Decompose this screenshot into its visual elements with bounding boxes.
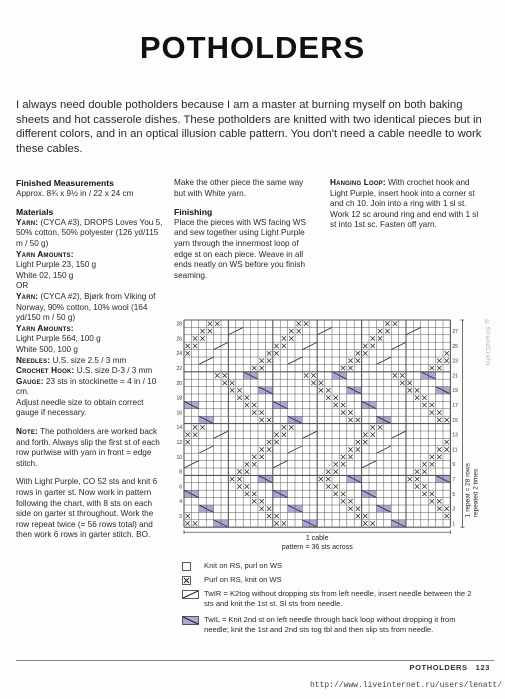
chart-row-label-left: 22	[176, 365, 182, 372]
chart-row-label-right: 9	[452, 462, 456, 469]
yarn1	[16, 218, 166, 250]
running-footer	[330, 663, 490, 672]
knit-symbol-icon	[182, 562, 191, 571]
yarn1-label: Yarn:	[16, 217, 39, 227]
needles-text: U.S. size 2.5 / 3 mm	[52, 355, 127, 365]
needles	[16, 356, 166, 367]
chart-row-label-right: 1	[452, 521, 456, 528]
yarn2-label: Yarn:	[16, 291, 39, 301]
chart-row-label-left: 14	[176, 425, 182, 432]
materials-heading: Materials	[16, 207, 54, 218]
chart-row-label-left: 10	[176, 454, 182, 461]
hook-label: Crochet Hook:	[16, 366, 75, 376]
chart-row-label-right: 15	[452, 417, 458, 424]
pattern-width-label: pattern = 36 sts across	[281, 544, 353, 552]
repeat-rows-label: 1 repeat = 28 rows	[464, 463, 472, 518]
watermark-url: http://www.liveinternet.ru/users/lenatt/	[309, 681, 502, 690]
chart-row-label-right: 7	[452, 476, 456, 483]
chart-row-label-left: 28	[176, 321, 182, 328]
chart-row-label-right: 25	[452, 343, 458, 350]
yarn2	[16, 292, 166, 324]
chart-row-label-left: 18	[176, 395, 182, 402]
needles-label: Needles:	[16, 355, 51, 365]
cable-chart	[172, 316, 482, 566]
chart-row-label-right: 17	[452, 402, 458, 409]
note-text: The potholders are worked back and forth. Always slip the first st of each row purlwise with yarn in front = edge stitch.	[16, 427, 160, 468]
hanging-label: Hanging Loop:	[330, 178, 386, 187]
finishing-text: Place the pieces with WS facing WS and sew together using Light Purple yarn through the innermost loop of edge st on each piece. Weave in all ends neatly on WS before you finish seaming.	[174, 217, 306, 280]
gauge-text: 23 sts in stockinette = 4 in / 10 cm.	[16, 376, 157, 397]
middle-column	[174, 178, 306, 281]
finished-value: Approx. 8¾ x 9½ in / 22 x 24 cm	[16, 188, 134, 198]
chart-row-label-left: 2	[179, 513, 182, 520]
hanging-text: With crochet hook and Light Purple, insert hook into a corner st and ch 10. Join into a ring with 1 sl st. Work 12 sc around ring and end with 1 sl st into 1st sc. Fasten off yarn.	[330, 178, 479, 230]
amounts1-a: Light Purple 23, 150 g	[16, 260, 97, 270]
amounts2-label: Yarn Amounts:	[16, 323, 74, 333]
chart-row-label-right: 23	[452, 358, 458, 365]
legend-purl-text: Purl on RS, knit on WS	[204, 575, 282, 584]
intro-paragraph: I always need double potholders because I am a master at burning myself on both baking sheets and hot casserole dishes. These potholders are knitted with two identical pieces but in different colors, and in an optical illusion cable pattern. You don't need a cable needle to work these cables.	[16, 99, 482, 155]
chart-row-label-right: 21	[452, 373, 458, 380]
cable-label: 1 cable	[305, 535, 329, 543]
legend-twil-text: TwIL = Knit 2nd st on left needle through back loop without dropping it from needle; knit the 1st and 2nd sts tog tbl and then slip sts from needle.	[204, 615, 456, 634]
chart-row-label-right: 19	[452, 388, 458, 395]
twil-symbol-icon	[182, 616, 199, 625]
amounts1-label: Yarn Amounts:	[16, 249, 74, 259]
chart-row-label-left: 16	[176, 410, 182, 417]
amounts2-b: White 500, 100 g	[16, 344, 78, 354]
yarn1-text: (CYCA #3), DROPS Loves You 5, 50% cotton, 50% polyester (126 yd/115 m / 50 g)	[16, 217, 163, 248]
instructions-text: With Light Purple, CO 52 sts and knit 6 rows in garter st. Now work in pattern following the chart, with 8 sts on each side on garter st throughout. Work the row repeat twice (= 56 rows total) and then work 6 rows in garter stitch. BO.	[16, 477, 158, 540]
chart-row-label-left: 24	[176, 351, 182, 358]
yarn2-text: (CYCA #2), Bjørk from Viking of Norway, 90% cotton, 10% wool (164 yd/150 m / 50 g)	[16, 291, 156, 323]
chart-row-label-left: 4	[179, 499, 182, 506]
hook	[16, 366, 166, 377]
finished-heading: Finished Measurements	[16, 178, 114, 188]
chart-row-label-right: 11	[452, 447, 458, 454]
chart-row-label-left: 20	[176, 380, 182, 387]
chart-row-label-right: 5	[452, 491, 456, 498]
chart-row-label-left: 8	[179, 469, 182, 476]
page-number: 123	[475, 663, 490, 672]
gauge	[16, 377, 166, 398]
chart-row-label-left: 6	[179, 484, 182, 491]
legend-twir-text: TwIR = K2tog without dropping sts from left needle, insert needle between the 2 sts and knit the 1st st. Sl sts from needle.	[204, 589, 472, 608]
gauge-label: Gauge:	[16, 376, 44, 386]
other-piece-text: Make the other piece the same way but with White yarn.	[174, 178, 304, 198]
note-label: Note:	[16, 427, 38, 437]
adjust-text: Adjust needle size to obtain correct gauge if necessary.	[16, 397, 144, 418]
running-head: POTHOLDERS	[409, 663, 468, 672]
chart-row-label-right: 3	[452, 506, 456, 513]
note	[16, 427, 166, 469]
amounts2-a: Light Purple 564, 100 g	[16, 334, 101, 344]
page-title: POTHOLDERS	[139, 30, 366, 65]
hook-text: U.S. size D-3 / 3 mm	[76, 366, 153, 376]
chart-row-label-left: 12	[176, 439, 182, 446]
right-column	[330, 178, 480, 231]
left-column	[16, 178, 166, 541]
amounts1-b: White 02, 150 g	[16, 270, 74, 280]
or-text: OR	[16, 281, 29, 291]
legend-knit-text: Knit on RS, purl on WS	[204, 561, 283, 570]
finishing-heading: Finishing	[174, 207, 213, 218]
side-watermark: ©StrandCrafts	[484, 320, 490, 367]
purl-symbol-icon	[182, 576, 191, 585]
footer-rule	[16, 660, 494, 661]
chart-row-label-left: 26	[176, 336, 182, 343]
chart-row-label-right: 27	[452, 328, 458, 335]
chart-row-label-right: 13	[452, 432, 458, 439]
chart-svg	[172, 316, 482, 566]
repeat-count-label: repeated 2 times	[472, 468, 480, 518]
twir-symbol-icon	[182, 590, 199, 599]
